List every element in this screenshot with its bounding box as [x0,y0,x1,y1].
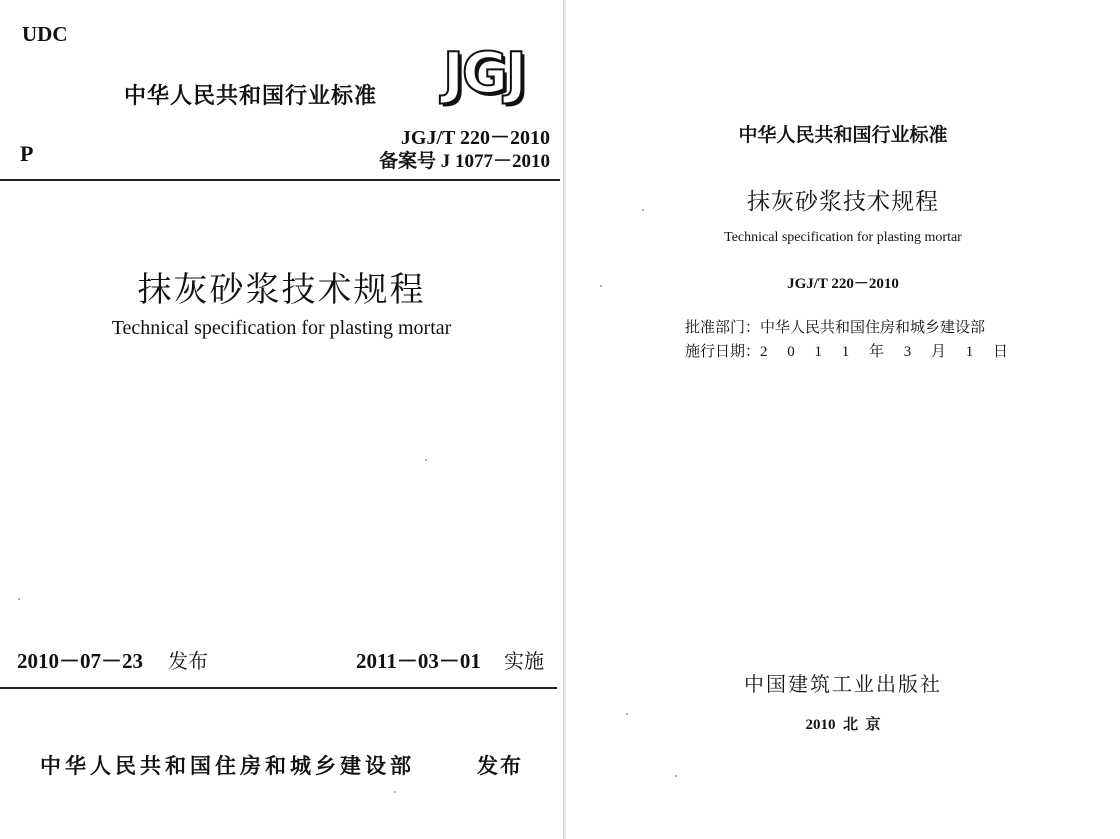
approval-value: 中华人民共和国住房和城乡建设部 [760,318,986,336]
standard-class: 中华人民共和国行业标准 [738,124,948,146]
scan-speck [425,459,427,461]
issue-date: 2010－07－23 [17,649,143,673]
scan-speck [642,209,644,211]
footer-rule [0,687,557,689]
standard-code: JGJ/T 220－2010 [400,127,550,149]
header-rule [0,179,560,181]
scan-speck [394,791,396,793]
standard-class: 中华人民共和国行业标准 [124,84,378,109]
publish-info: 2010 北 京 [805,717,881,733]
effective-date: 2011－03－01 [356,649,481,673]
approval-line [685,316,985,337]
jgj-logo [443,41,553,106]
scan-speck [675,775,677,777]
logo-text: JGJ [443,41,525,106]
title-cn: 抹灰砂浆技术规程 [747,189,939,214]
scan-speck [18,598,20,600]
record-number: 备案号 J 1077－2010 [378,151,550,172]
issuer-label: 发布 [477,754,523,778]
effective-label: 实施 [504,649,544,673]
approval-label: 批准部门： [685,318,761,336]
effective-line [685,340,1012,361]
category-code: P [20,141,34,166]
scan-speck [600,285,602,287]
title-page [566,0,1120,839]
effective-value: 2 0 1 1 年 3 月 1 日 [760,344,1013,360]
issue-label: 发布 [168,649,208,673]
title-en: Technical specification for plasting mortar [111,317,452,339]
effective-label: 施行日期： [685,342,761,360]
title-en: Technical specification for plasting mortar [724,230,962,245]
publisher: 中国建筑工业出版社 [744,674,942,696]
issuer: 中华人民共和国住房和城乡建设部 [40,754,415,778]
title-cn: 抹灰砂浆技术规程 [137,272,426,309]
standard-code: JGJ/T 220－2010 [787,276,899,292]
scan-speck [626,713,628,715]
udc-label: UDC [22,22,68,46]
